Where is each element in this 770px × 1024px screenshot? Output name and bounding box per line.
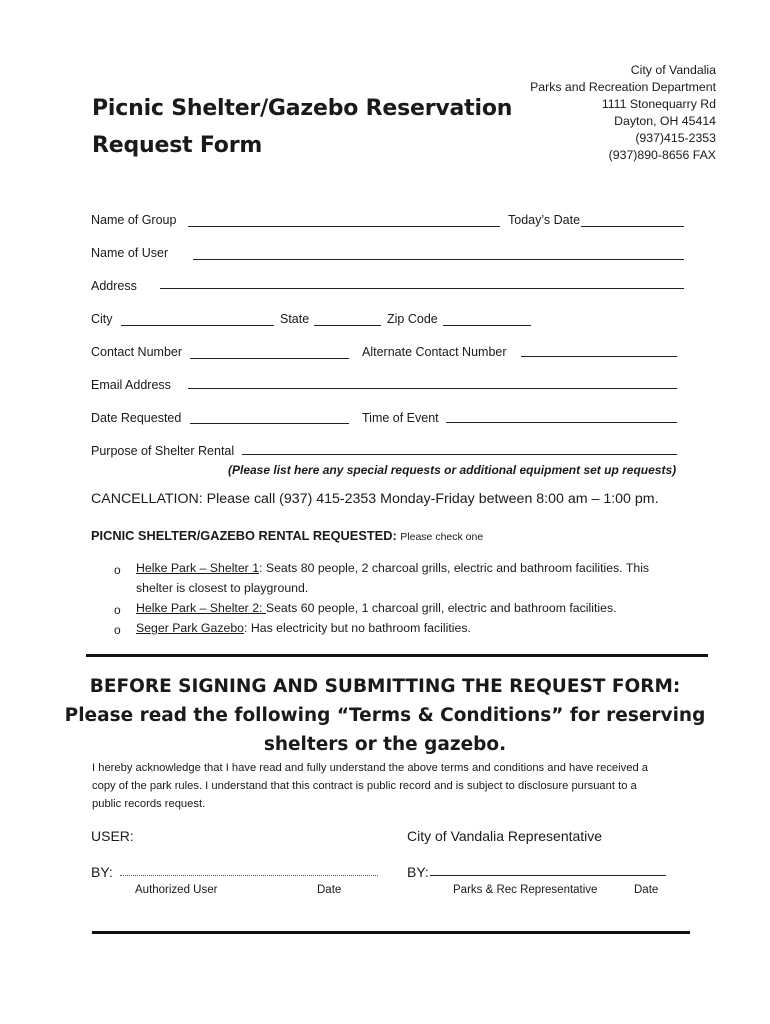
time-of-event-field[interactable]: [446, 422, 677, 423]
time-of-event-label: Time of Event: [362, 411, 439, 425]
option-shelter-1-name: Helke Park – Shelter 1: [136, 561, 260, 575]
email-address-field[interactable]: [188, 388, 677, 389]
rep-date-caption: Date: [634, 884, 659, 896]
todays-date-field[interactable]: [581, 226, 684, 227]
bottom-divider: [92, 931, 690, 934]
name-of-user-label: Name of User: [91, 246, 169, 260]
option-shelter-1-desc: : Seats 80 people, 2 charcoal grills, electric and bathroom facilities. This: [259, 561, 650, 575]
address-line-3: 1111 Stonequarry Rd: [601, 97, 716, 111]
address-line-4: Dayton, OH 45414: [614, 114, 716, 128]
name-of-group-field[interactable]: [188, 226, 500, 227]
alternate-contact-label: Alternate Contact Number: [362, 345, 507, 359]
city-field[interactable]: [121, 325, 274, 326]
name-of-user-field[interactable]: [193, 259, 684, 260]
user-by-label: BY:: [91, 864, 113, 880]
state-field[interactable]: [314, 325, 381, 326]
rental-section-title: [91, 528, 483, 543]
form-title-line2: Request Form: [92, 133, 263, 158]
user-signature-field[interactable]: [120, 875, 378, 876]
form-title-line1: Picnic Shelter/Gazebo Reservation: [92, 96, 513, 121]
address-line-5: (937)415-2353: [635, 131, 716, 145]
purpose-label: Purpose of Shelter Rental: [91, 444, 235, 458]
option-gazebo-desc: : Has electricity but no bathroom facilities.: [244, 621, 471, 635]
city-label: City: [91, 312, 113, 326]
option-shelter-2-desc: Seats 60 people, 1 charcoal grill, electric and bathroom facilities.: [265, 601, 617, 615]
terms-heading-line2: Please read the following “Terms & Conditions” for reserving: [64, 705, 706, 726]
zip-code-field[interactable]: [443, 325, 531, 326]
rep-by-label: BY:: [407, 864, 429, 880]
ack-line-2: copy of the park rules. I understand that this contract is public record and is subject to disclosure pursuant to a: [92, 780, 637, 792]
contact-number-label: Contact Number: [91, 345, 183, 359]
section-divider: [86, 654, 708, 657]
alternate-contact-field[interactable]: [521, 356, 677, 357]
purpose-note: (Please list here any special requests or additional equipment set up requests): [228, 463, 677, 477]
purpose-field[interactable]: [242, 454, 677, 455]
rep-signature-field[interactable]: [430, 875, 666, 876]
email-address-label: Email Address: [91, 378, 171, 392]
option-shelter-1-desc-cont: shelter is closest to playground.: [136, 581, 309, 595]
option-checkbox-gazebo[interactable]: o: [114, 623, 121, 637]
cancellation-policy: CANCELLATION: Please call (937) 415-2353 Monday-Friday between 8:00 am – 1:00 pm.: [91, 491, 659, 507]
option-shelter-2-name: Helke Park – Shelter 2:: [136, 601, 266, 615]
address-field[interactable]: [160, 288, 684, 289]
authorized-user-caption: Authorized User: [135, 884, 218, 896]
contact-number-field[interactable]: [190, 358, 349, 359]
date-requested-field[interactable]: [190, 423, 349, 424]
rental-section-heading: PICNIC SHELTER/GAZEBO RENTAL REQUESTED:: [91, 528, 397, 543]
option-checkbox-shelter-1[interactable]: o: [114, 563, 121, 577]
department-address: [530, 62, 716, 164]
option-gazebo: [136, 618, 676, 638]
zip-code-label: Zip Code: [387, 312, 438, 326]
option-checkbox-shelter-2[interactable]: o: [114, 603, 121, 617]
address-label: Address: [91, 279, 137, 293]
rental-section-hint: Please check one: [400, 531, 484, 543]
address-line-6: (937)890-8656 FAX: [608, 148, 716, 162]
terms-heading-line3: shelters or the gazebo.: [263, 734, 507, 755]
ack-line-3: public records request.: [92, 798, 206, 810]
name-of-group-label: Name of Group: [91, 213, 177, 227]
ack-line-1: I hereby acknowledge that I have read and fully understand the above terms and conditions and have received a: [92, 762, 649, 774]
representative-label: City of Vandalia Representative: [407, 828, 603, 844]
state-label: State: [280, 312, 310, 326]
address-line-2: Parks and Recreation Department: [530, 80, 716, 94]
option-gazebo-name: Seger Park Gazebo: [136, 621, 245, 635]
todays-date-label: Today’s Date: [508, 213, 581, 227]
parks-rep-caption: Parks & Rec Representative: [453, 884, 598, 896]
date-requested-label: Date Requested: [91, 411, 182, 425]
option-shelter-2: [136, 598, 676, 618]
option-shelter-1: [136, 558, 676, 598]
user-date-caption: Date: [317, 884, 342, 896]
terms-heading-line1: BEFORE SIGNING AND SUBMITTING THE REQUEST FORM:: [89, 676, 681, 697]
acknowledgement-text: [92, 759, 682, 813]
user-label: USER:: [91, 828, 134, 844]
address-line-1: City of Vandalia: [630, 63, 716, 77]
